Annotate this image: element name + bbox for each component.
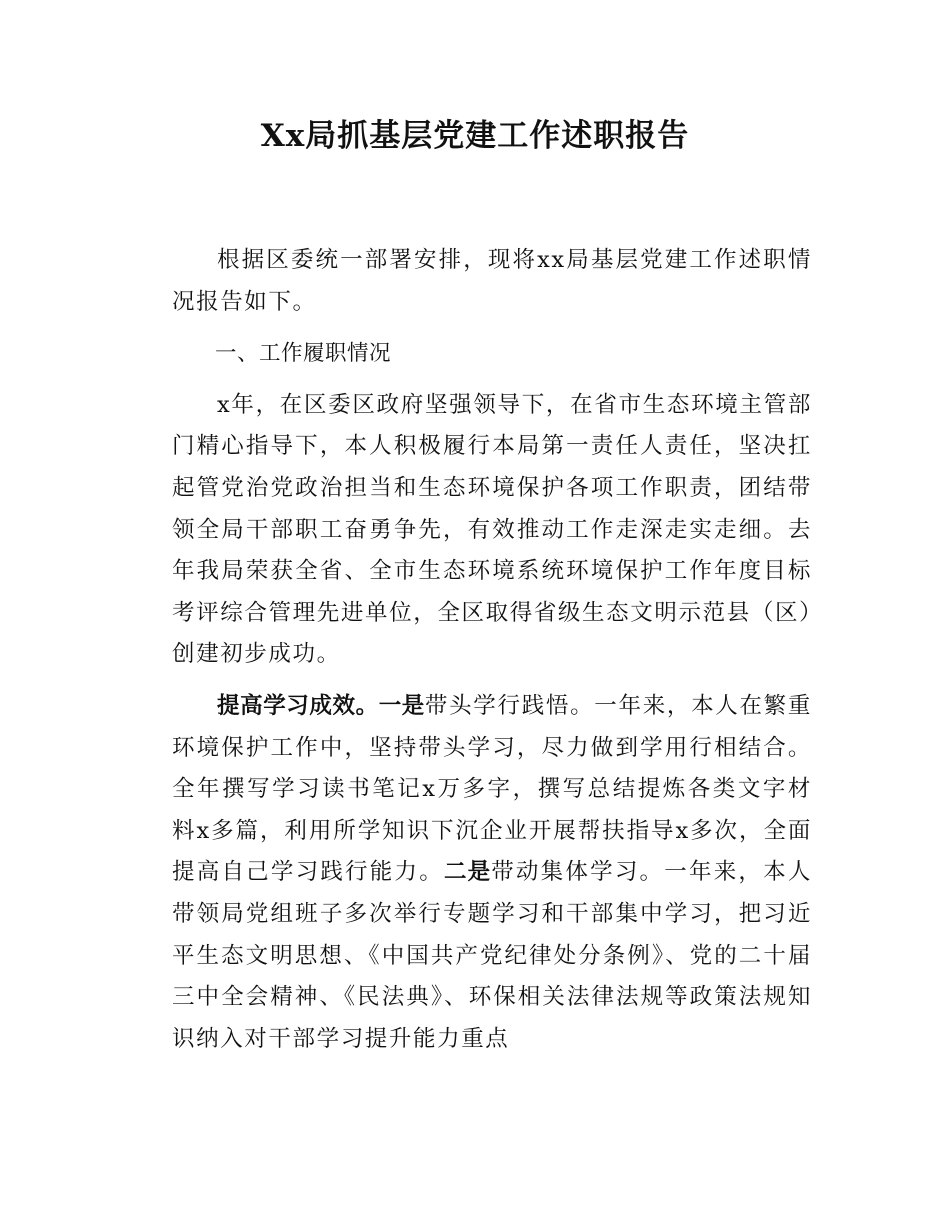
document-body xyxy=(172,240,812,1060)
section-heading: 一、工作履职情况 xyxy=(215,341,392,367)
point-marker-2: 二是 xyxy=(443,859,492,886)
document-title: Xx局抓基层党建工作述职报告 xyxy=(260,118,690,154)
intro-paragraph: 根据区委统一部署安排，现将xx局基层党建工作述职情况报告如下。 xyxy=(172,247,812,315)
point-text-1: 带头学行践悟。一年来，本人在繁重环境保护工作中，坚持带头学习，尽力做到学用行相结合。全年撰写学习读书笔记x万多字，撰写总结提炼各类文字材料x多篇，利用所学知识下沉企业开展帮扶指导x多次，全面提高自己学习践行能力。 xyxy=(172,692,812,886)
performance-paragraph: x年，在区委区政府坚强领导下，在省市生态环境主管部门精心指导下，本人积极履行本局第一责任人责任，坚决扛起管党治党政治担当和生态环境保护各项工作职责，团结带领全局干部职工奋勇争先，有效推动工作走深走实走细。去年我局荣获全省、全市生态环境系统环境保护工作年度目标考评综合管理先进单位，全区取得省级生态文明示范县（区）创建初步成功。 xyxy=(172,391,812,668)
point-marker-1: 一是 xyxy=(378,692,425,719)
study-paragraph xyxy=(172,686,812,1060)
study-lead: 提高学习成效。 xyxy=(217,692,379,719)
point-text-2: 带动集体学习。一年来，本人带领局党组班子多次举行专题学习和干部集中学习，把习近平生态文明思想、《中国共产党纪律处分条例》、党的二十届三中全会精神、《民法典》、环保相关法律法规等政策法规知识纳入对干部学习提升能力重点 xyxy=(172,859,812,1052)
